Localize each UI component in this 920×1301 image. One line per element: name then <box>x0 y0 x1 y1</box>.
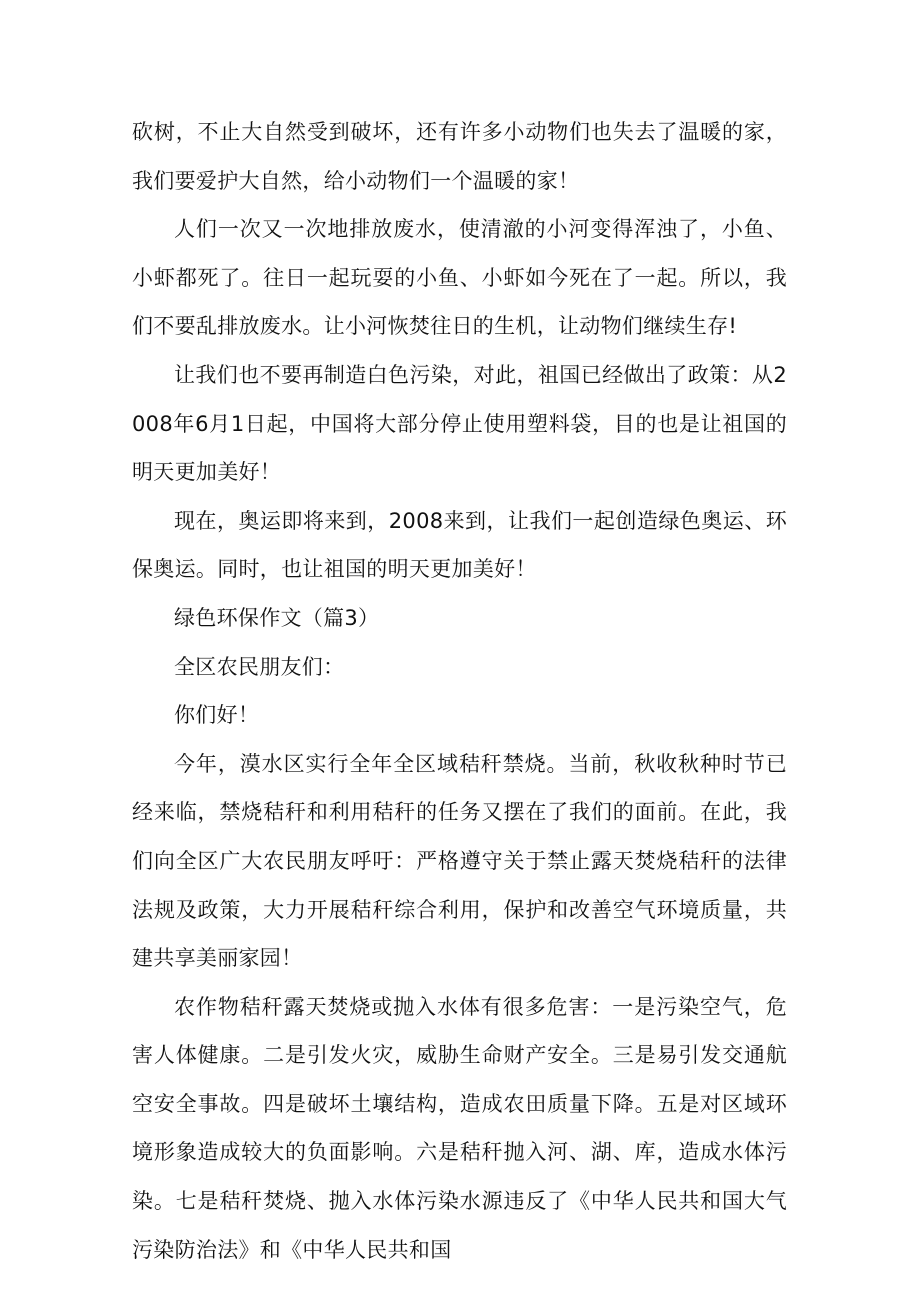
paragraph-waste-water: 人们一次又一次地排放废水，使清澈的小河变得浑浊了，小鱼、小虾都死了。往日一起玩耍的小鱼、小虾如今死在了一起。所以，我们不要乱排放废水。让小河恢焚往日的生机，让动物们继续生存! <box>132 217 787 339</box>
document-body <box>132 108 787 1274</box>
paragraph-straw-ban: 今年，漠水区实行全年全区域秸秆禁烧。当前，秋收秋种时节已经来临，禁烧秸秆和利用秸秆的任务又摆在了我们的面前。在此，我们向全区广大农民朋友呼吁：严格遵守关于禁止露天焚烧秸秆的法律法规及政策，大力开展秸秆综合利用，保护和改善空气环境质量，共建共享美丽家园！ <box>132 751 787 971</box>
letter-salutation: 全区农民朋友们： <box>174 654 345 679</box>
letter-greeting: 你们好！ <box>174 703 260 728</box>
paragraph-straw-hazards: 农作物秸秆露天焚烧或抛入水体有很多危害：一是污染空气，危害人体健康。二是引发火灾，威胁生命财产安全。三是易引发交通航空安全事故。四是破坏土壤结构，造成农田质量下降。五是对区域环境形象造成较大的负面影响。六是秸秆抛入河、湖、库，造成水体污染。七是秸秆焚烧、抛入水体污染水源违反了《中华人民共和国大气污染防治法》和《中华人民共和国 <box>132 994 787 1262</box>
paragraph-olympics: 现在，奥运即将来到，2008来到，让我们一起创造绿色奥运、环保奥运。同时，也让祖国的明天更加美好！ <box>132 508 787 582</box>
paragraph-protect-nature: 砍树，不止大自然受到破坏，还有许多小动物们也失去了温暖的家，我们要爱护大自然，给小动物们一个温暖的家！ <box>132 120 787 193</box>
section-heading: 绿色环保作文（篇3） <box>174 605 380 630</box>
paragraph-white-pollution: 让我们也不要再制造白色污染，对此，祖国已经做出了政策：从2008年6月1日起，中国将大部分停止使用塑料袋，目的也是让祖国的明天更加美好！ <box>132 362 787 485</box>
